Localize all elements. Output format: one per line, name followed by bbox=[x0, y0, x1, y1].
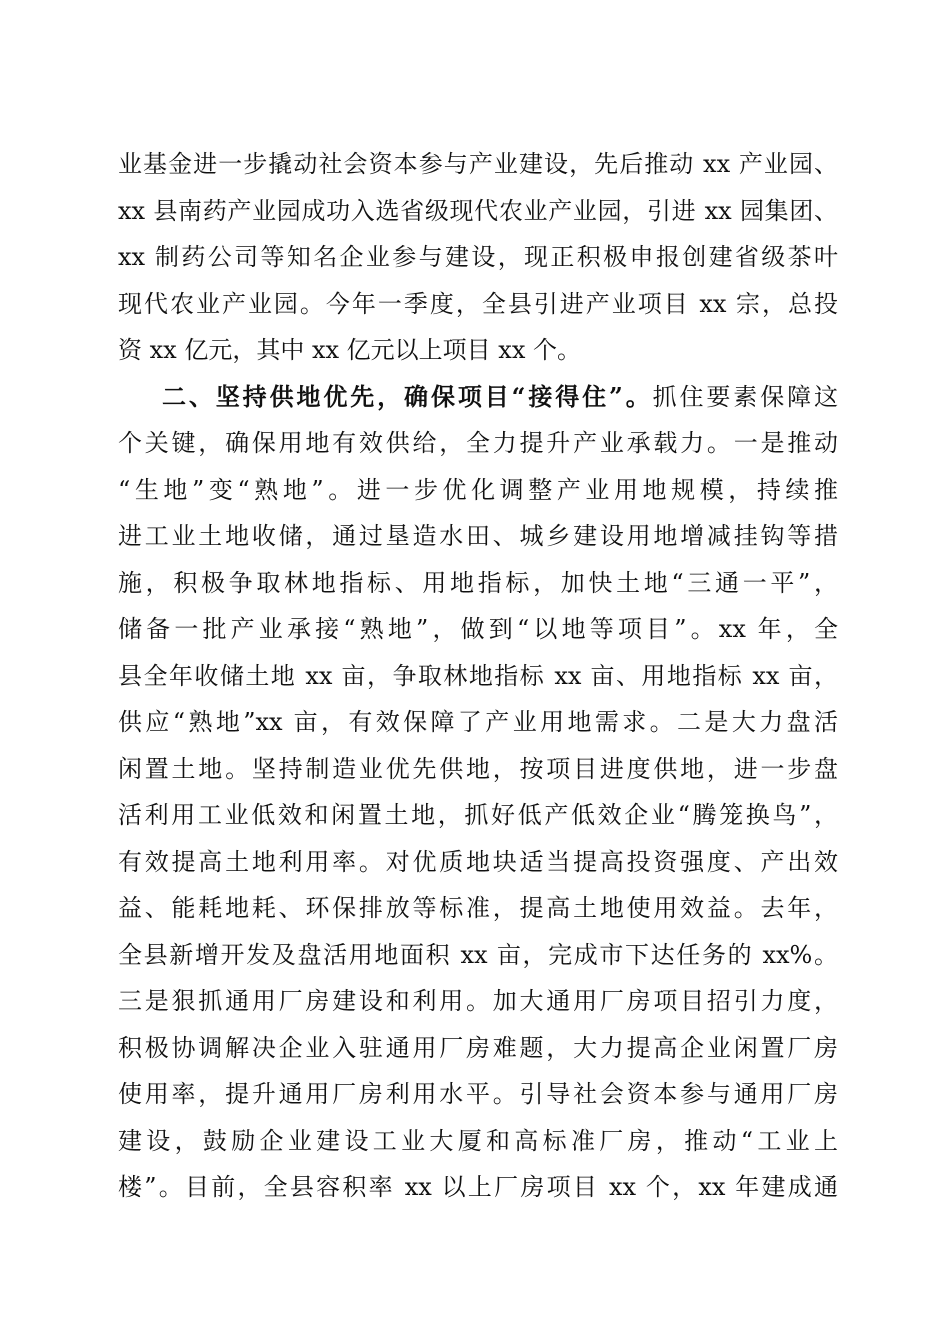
paragraph-line: 积极协调解决企业入驻通用厂房难题，大力提高企业闲置厂房 bbox=[118, 1033, 838, 1062]
paragraph-line: 现代农业产业园。今年一季度，全县引进产业项目 xx 宗，总投 bbox=[118, 289, 838, 318]
paragraph-line: 益、能耗地耗、环保排放等标准，提高土地使用效益。去年， bbox=[118, 894, 838, 922]
paragraph-first-line bbox=[118, 374, 838, 421]
paragraph-line: 业基金进一步撬动社会资本参与产业建设，先后推动 xx 产业园、 bbox=[118, 150, 838, 178]
paragraph-2 bbox=[118, 374, 838, 1211]
paragraph-line: xx 制药公司等知名企业参与建设，现正积极申报创建省级茶叶 bbox=[118, 243, 838, 271]
paragraph-line: 个关键，确保用地有效供给，全力提升产业承载力。一是推动 bbox=[118, 429, 838, 457]
paragraph-line: 有效提高土地利用率。对优质地块适当提高投资强度、产出效 bbox=[118, 847, 838, 876]
paragraph-line: 建设，鼓励企业建设工业大厦和高标准厂房，推动“工业上 bbox=[118, 1126, 838, 1155]
paragraph-line: 活利用工业低效和闲置土地，抓好低产低效企业“腾笼换鸟”， bbox=[118, 801, 838, 829]
paragraph-line: 三是狠抓通用厂房建设和利用。加大通用厂房项目招引力度， bbox=[118, 987, 838, 1015]
document-body bbox=[118, 141, 838, 1211]
paragraph-line: xx 县南药产业园成功入选省级现代农业产业园，引进 xx 园集团、 bbox=[118, 196, 838, 225]
paragraph-text: 抓住要素保障这 bbox=[652, 382, 838, 411]
section-heading: 二、坚持供地优先，确保项目“接得住”。 bbox=[162, 381, 653, 411]
paragraph-line: 使用率，提升通用厂房利用水平。引导社会资本参与通用厂房 bbox=[118, 1080, 838, 1108]
paragraph-line: 县全年收储土地 xx 亩，争取林地指标 xx 亩、用地指标 xx 亩， bbox=[118, 661, 838, 690]
paragraph-line: “生地”变“熟地”。进一步优化调整产业用地规模，持续推 bbox=[118, 475, 838, 504]
paragraph-line: 储备一批产业承接“熟地”，做到“以地等项目”。xx 年，全 bbox=[118, 615, 838, 643]
paragraph-line: 闲置土地。坚持制造业优先供地，按项目进度供地，进一步盘 bbox=[118, 754, 838, 783]
paragraph-line: 进工业土地收储，通过垦造水田、城乡建设用地增减挂钩等措 bbox=[118, 522, 838, 550]
paragraph-line: 施，积极争取林地指标、用地指标，加快土地“三通一平”， bbox=[118, 568, 838, 597]
paragraph-line: 楼”。目前，全县容积率 xx 以上厂房项目 xx 个，xx 年建成通 bbox=[118, 1173, 838, 1201]
paragraph-line: 全县新增开发及盘活用地面积 xx 亩，完成市下达任务的 xx%。 bbox=[118, 940, 838, 969]
paragraph-line: 资 xx 亿元，其中 xx 亿元以上项目 xx 个。 bbox=[118, 336, 581, 364]
paragraph-1 bbox=[118, 141, 838, 374]
paragraph-line: 供应“熟地”xx 亩，有效保障了产业用地需求。二是大力盘活 bbox=[118, 708, 838, 736]
